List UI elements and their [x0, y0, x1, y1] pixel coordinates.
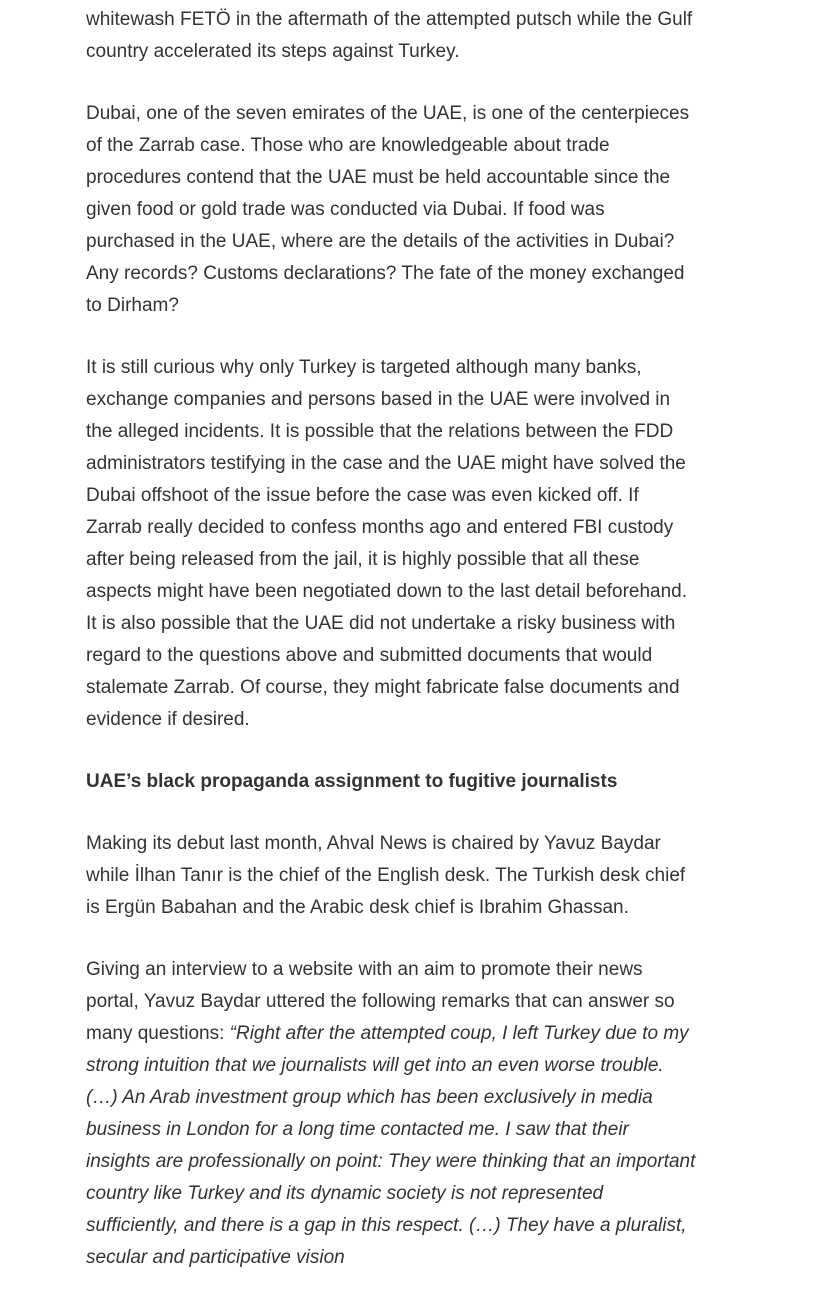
article-body: [86, 4, 696, 1304]
paragraph-turkey-targeted: It is still curious why only Turkey is targeted although many banks, exchange companies and persons based in the UAE were involved in the alleged incidents. It is possible that the relations between the FDD administrators testifying in the case and the UAE might have solved the Dubai offshoot of the issue before the case was even kicked off. If Zarrab really decided to confess months ago and entered FBI custody after being released from the jail, it is highly possible that all these aspects might have been negotiated down to the last detail beforehand. It is also possible that the UAE did not undertake a risky business with regard to the questions above and submitted documents that would stalemate Zarrab. Of course, they might fabricate false documents and evidence if desired.: [86, 357, 688, 730]
interview-quote: “Right after the attempted coup, I left Turkey due to my strong intuition that we journalists will get into an even worse trouble. (…) An Arab investment group which has been exclusively in media business in London for a long time contacted me. I saw that their insights are professionally on point: They were thinking that an important country like Turkey and its dynamic society is not represented sufficiently, and there is a gap in this respect. (…) They have a pluralist, secular and participative vision: [86, 1023, 696, 1268]
interview-intro: Giving an interview to a website with an aim to promote their news portal, Yavuz Baydar uttered the following remarks that can answer so many questions:: [86, 959, 675, 1044]
section-subheading: UAE’s black propaganda assignment to fugitive journalists: [86, 771, 618, 792]
paragraph-interview: [86, 954, 696, 1274]
paragraph-whitewash: whitewash FETÖ in the aftermath of the attempted putsch while the Gulf country accelerated its steps against Turkey.: [86, 9, 693, 62]
paragraph-dubai: Dubai, one of the seven emirates of the UAE, is one of the centerpieces of the Zarrab case. Those who are knowledgeable about trade procedures contend that the UAE must be held accountable since the given food or gold trade was conducted via Dubai. If food was purchased in the UAE, where are the details of the activities in Dubai? Any records? Customs declarations? The fate of the money exchanged to Dirham?: [86, 103, 690, 316]
paragraph-ahval-news: Making its debut last month, Ahval News is chaired by Yavuz Baydar while İlhan Tanır is the chief of the English desk. The Turkish desk chief is Ergün Babahan and the Arabic desk chief is Ibrahim Ghassan.: [86, 833, 686, 918]
